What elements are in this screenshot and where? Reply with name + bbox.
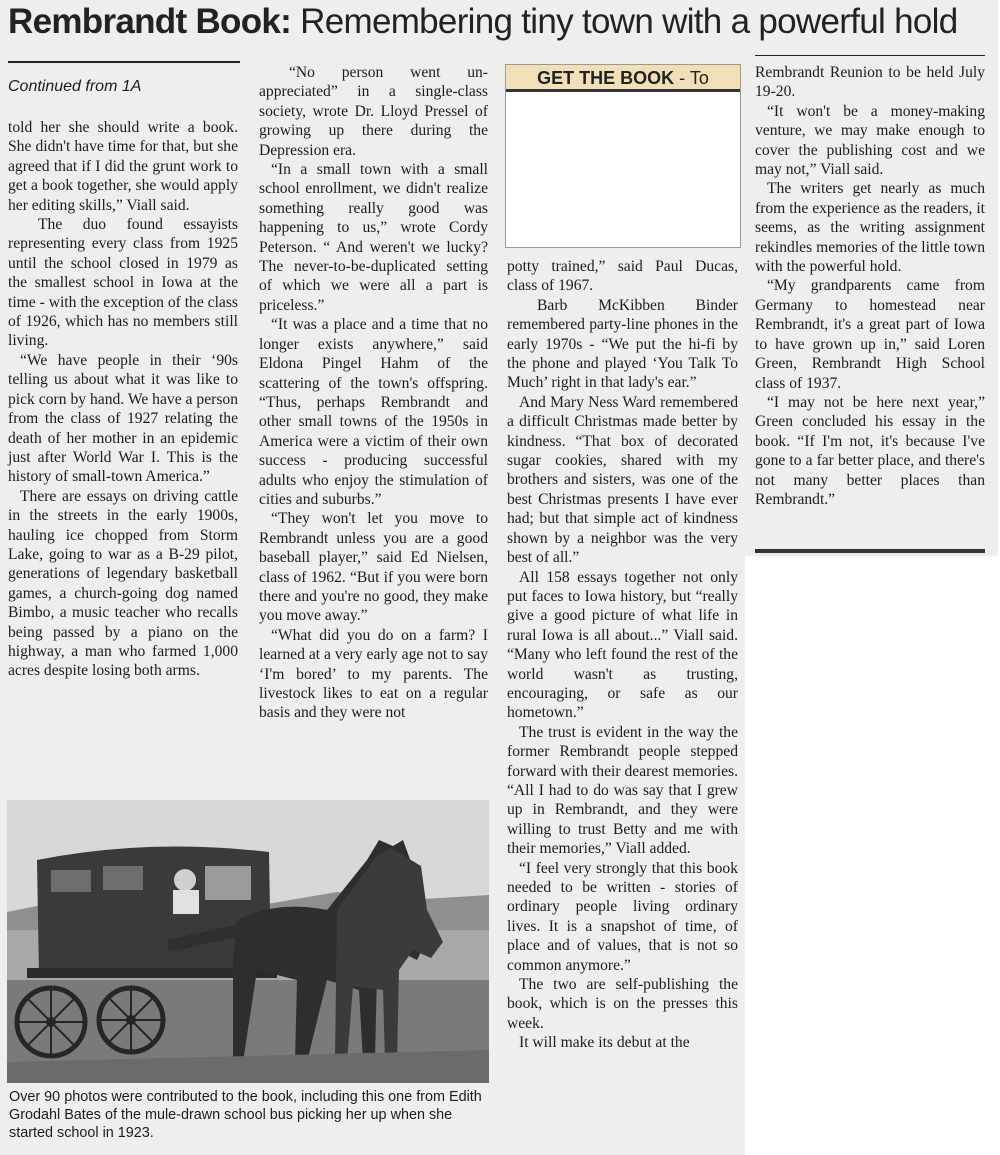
column-3 — [507, 257, 738, 1053]
paragraph: All 158 essays together not only put faces to Iowa history, but “really give a good picture of what life in rural Iowa is all about...” Viall said. “Many who left found the rest of the world wasn't as trusting, encouraging, or safe as our hometown.” — [507, 568, 738, 722]
school-bus-photo — [7, 800, 489, 1083]
paragraph: The trust is evident in the way the former Rembrandt people stepped forward with their dearest memories. “All I had to do was say that I grew up in Rembrandt, and they were willing to trust Betty and me with their memories,” Viall added. — [507, 723, 738, 858]
paragraph: “It was a place and a time that no longer exists anywhere,” said Eldona Pingel Hahm of the scattering of the town's offspring. “Thus, perhaps Rembrandt and other small towns of the 1950s in America were a victim of their own success - producing successful adults who enjoy the stimulation of cities and suburbs.” — [259, 316, 488, 508]
photo-caption: Over 90 photos were contributed to the book, including this one from Edith Grodahl Bates of the mule-drawn school bus picking her up when she started school in 1923. — [9, 1089, 482, 1141]
paragraph: “In a small town with a small school enrollment, we didn't realize something really good was happening to us,” wrote Cordy Peterson. “ And weren't we lucky? The never-to-be-duplicated setting of which we were all a part is priceless.” — [259, 161, 488, 314]
paragraph: “They won't let you move to Rembrandt unless you are a good baseball player,” said Ed Nielsen, class of 1962. “But if you were born there and you're no good, they make you move away.” — [259, 510, 488, 625]
paragraph: “I may not be here next year,” Green concluded his essay in the book. “If I'm not, it's because I've gone to a far better place, and there's not many better places than Rembrandt.” — [755, 393, 985, 508]
paragraph: The two are self-publishing the book, which is on the presses this week. — [507, 976, 738, 1032]
paragraph: Rembrandt Reunion to be held July 19-20. — [755, 64, 985, 101]
paragraph: There are essays on driving cattle in the streets in the early 1900s, hauling ice chopped from Storm Lake, going to war as a B-29 pilot, generations of legendary basketball games, a church-going dog named Bimbo, a music teacher who recalls being passed by a piano on the highway, a man who farmed 1,000 acres despite losing both arms. — [8, 487, 238, 680]
mule-drawn-bus-image — [7, 800, 489, 1083]
paragraph: “It won't be a money-making venture, we may make enough to cover the publishing cost and we may not,” Viall said. — [755, 102, 985, 179]
paragraph: “My grandparents came from Germany to homestead near Rembrandt, it's a great part of Iowa to have grown up in,” said Loren Green, Rembrandt High School class of 1937. — [755, 277, 985, 392]
column-rule — [8, 61, 240, 63]
paragraph: “What did you do on a farm? I learned at a very early age not to say ‘I'm bored’ to my parents. The livestock likes to eat on a regular basis and they were not — [259, 626, 488, 722]
column-rule — [755, 55, 985, 56]
promo-header — [506, 65, 740, 92]
promo-suffix: - To — [679, 68, 709, 88]
paragraph: “No person went un-appreciated” in a single-class society, wrote Dr. Lloyd Pressel of growing up there during the Depression era. — [259, 64, 488, 159]
column-end-rule — [755, 549, 985, 553]
headline-rest: Remembering tiny town with a powerful hold — [291, 2, 958, 41]
paragraph: The duo found essayists representing every class from 1925 until the school closed in 1979 as the smallest school in Iowa at the time - with the exception of the class of 1926, which has no members still living. — [8, 216, 238, 350]
paragraph: It will make its debut at the — [519, 1034, 690, 1052]
get-the-book-box — [505, 64, 741, 248]
paragraph: Barb McKibben Binder remembered party-line phones in the early 1970s - “We put the hi-fi by the phone and played ‘You Talk To Much’ right in that lady's ear.” — [507, 296, 738, 392]
promo-label: GET THE BOOK — [537, 68, 675, 88]
headline-bold: Rembrandt Book: — [8, 2, 292, 41]
blank-area — [745, 556, 1000, 1155]
headline — [8, 0, 998, 44]
paragraph: “We have people in their ‘90s telling us about what it was like to pick corn by hand. We have a person from the class of 1927 relating the death of her mother in an epidemic just after World War I. This is the history of small-town America.” — [8, 351, 238, 486]
paragraph: “I feel very strongly that this book needed to be written - stories of ordinary people living ordinary lives. It is a snapshot of time, of place and of values, that is not so common anymore.” — [507, 859, 738, 974]
column-4 — [755, 63, 985, 509]
paragraph: And Mary Ness Ward remembered a difficult Christmas made better by kindness. “That box of decorated sugar cookies, shared with my brothers and sisters, was one of the best Christmas presents I have ever had; but that simple act of kindness shown by a neighbor was the very best of all.” — [507, 393, 738, 567]
column-1 — [8, 118, 238, 681]
continued-line: Continued from 1A — [8, 78, 142, 95]
paragraph: The writers get nearly as much from the experience as the readers, it seems, as the writing assignment rekindles memories of the little town with the powerful hold. — [755, 180, 985, 276]
column-2 — [259, 63, 488, 723]
paragraph: told her she should write a book. She didn't have time for that, but she agreed that if I did the grunt work to get a book together, she would apply her editing skills,” Viall said. — [8, 119, 238, 214]
paragraph: potty trained,” said Paul Ducas, class of 1967. — [507, 258, 738, 295]
